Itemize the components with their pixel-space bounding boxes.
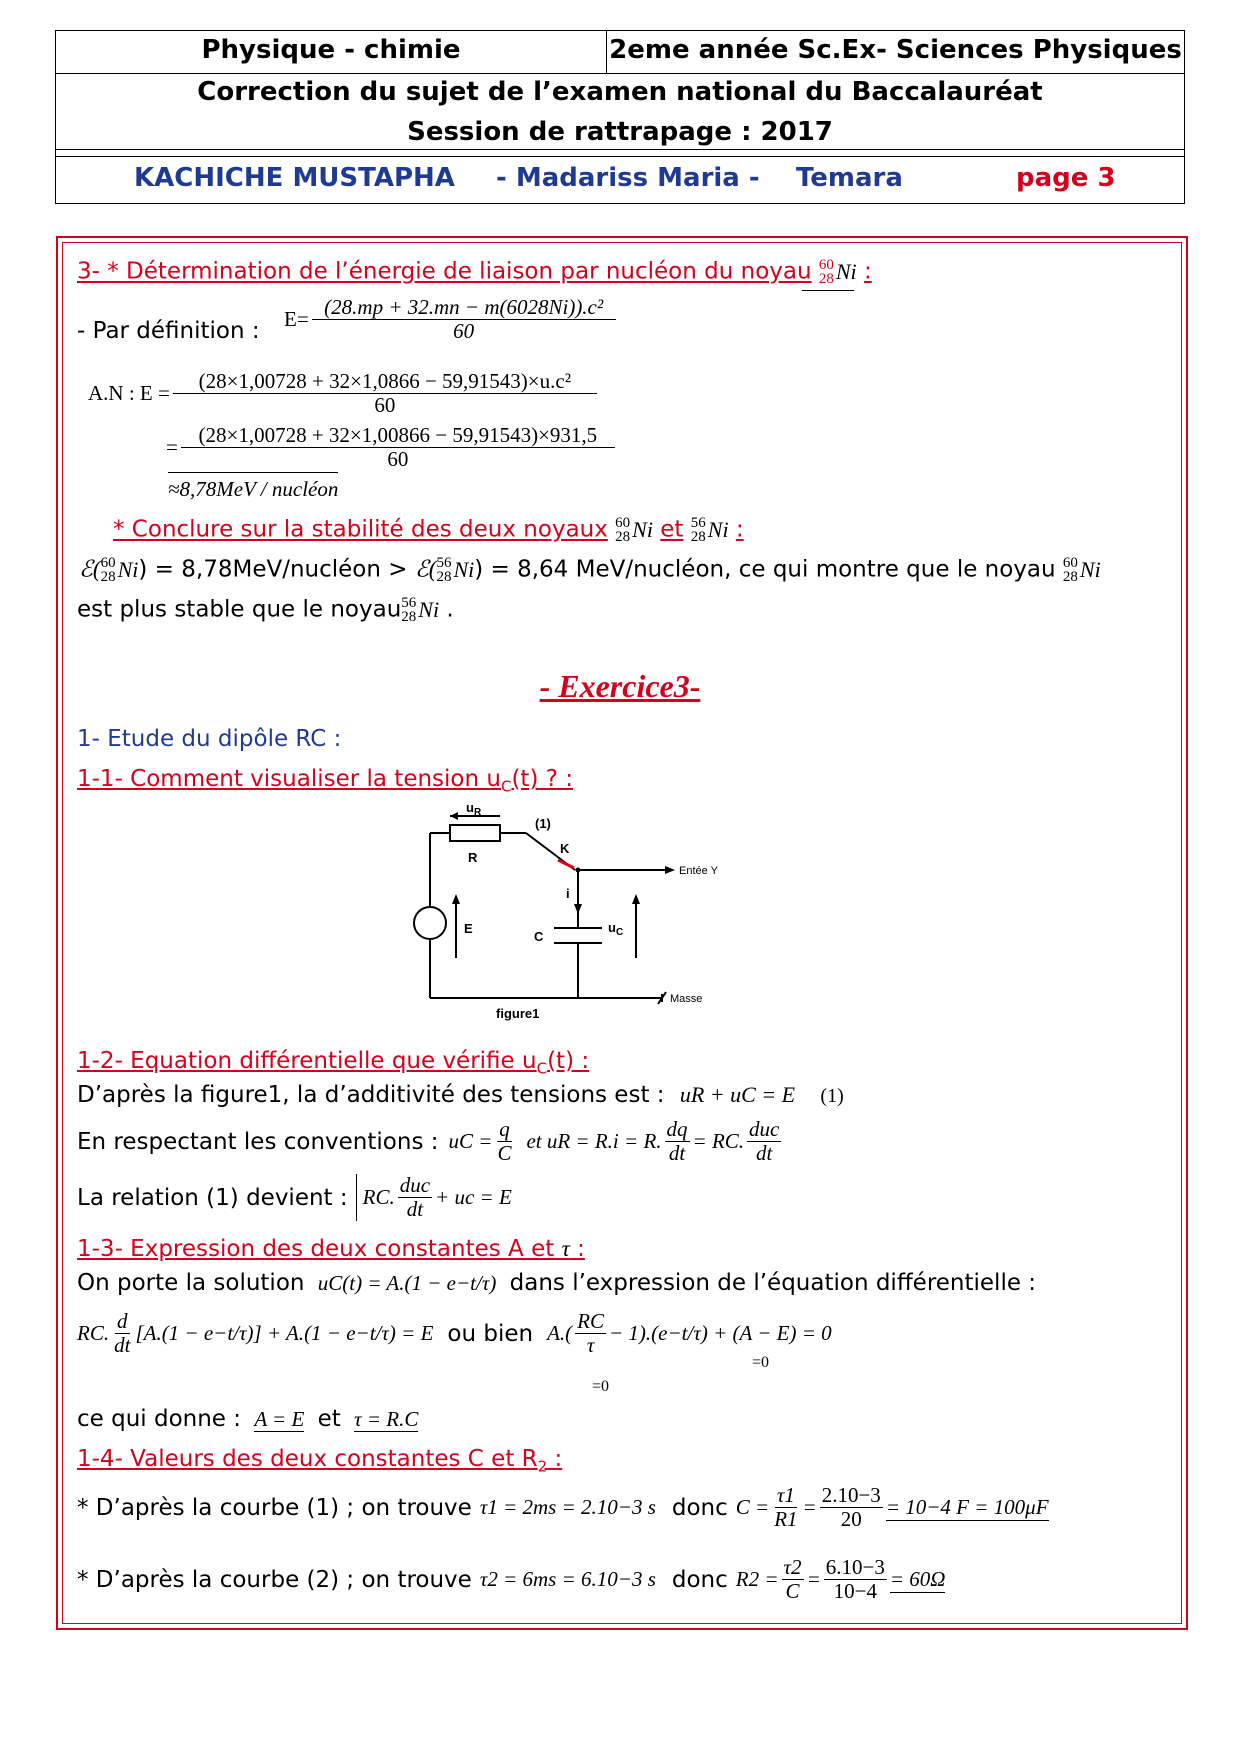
definition-label: - Par définition : xyxy=(77,318,260,344)
resistor xyxy=(450,825,500,841)
ni60-nuclide: 60 28 Ni xyxy=(818,257,857,287)
city-name: Temara xyxy=(796,163,903,193)
label-uC: $u_C$ xyxy=(608,920,624,938)
additivity-line: D’après la figure1, la d’additivité des tensions est : uR + uC = E (1) xyxy=(77,1082,844,1108)
underbrace-zero-1: =0 xyxy=(592,1378,610,1395)
label-switch-pos: (1) xyxy=(535,816,551,831)
curve2-line: * D’après la courbe (2) ; on trouve τ2 = 6ms = 6.10−3 s donc R2 = $\frac{\tau 2}{C}$ = $\frac{6.10-3}{10-4}$ = 60Ω xyxy=(77,1555,946,1604)
relation-line: La relation (1) devient : RC. $\frac{\text{duc}}{dt}$ + uc = E xyxy=(77,1173,512,1222)
exercise3-title: - Exercice3- xyxy=(539,668,701,704)
q1-heading: 1- Etude du dipôle RC : xyxy=(77,726,342,752)
q14-heading: 1-4- Valeurs des deux constantes C et $R_2$ : xyxy=(77,1446,563,1476)
label-C: C xyxy=(534,929,544,944)
school-name: - Madariss Maria - xyxy=(496,163,760,193)
underbrace-zero-2: =0 xyxy=(752,1354,770,1371)
label-E: E xyxy=(464,921,473,936)
label-K: K xyxy=(560,841,570,856)
title-line2: Session de rattrapage : 2017 xyxy=(407,117,833,147)
compare-line: ℰ( 60 28 Ni ) = 8,78MeV/nucléon > ℰ( 56 28 Ni ) = 8,64 MeV/nucléon, ce qui montre que le noyau 60 28 Ni xyxy=(79,555,1101,585)
curve1-line: * D’après la courbe (1) ; on trouve τ1 = 2ms = 2.10−3 s donc C = $\frac{\tau 1}{R1}$ = $\frac{2.10-3}{20}$ = 10−4 F = 100μF xyxy=(77,1483,1049,1532)
stability-line: est plus stable que le noyau 56 28 Ni . xyxy=(77,595,454,625)
q13-heading: 1-3- Expression des deux constantes A et τ : xyxy=(77,1236,585,1262)
q11-heading: 1-1- Comment visualiser la tension $u_C(t)$ ? : xyxy=(77,766,573,796)
diff-eq-line: RC. $\frac{d}{dt}$ [A.(1 − e−t/τ)] + A.(1 − e−t/τ) = E ou bien A.( $\frac{RC}{\tau}$ − 1).(e−t/τ) + (A − E) = 0 xyxy=(77,1309,832,1358)
conclude-heading: * Conclure sur la stabilité des deux noyaux 60 28 Ni et 56 28 Ni : xyxy=(113,515,744,545)
label-R: R xyxy=(468,850,478,865)
definition-formula: E= $\frac{\text{(28.mp + 32.mn − m(6028Ni)).c²}}{60}$ xyxy=(284,296,619,343)
label-i: i xyxy=(566,886,570,901)
an-result: ≈8,78MeV / nucléon xyxy=(168,472,338,502)
label-masse: Masse xyxy=(670,993,703,1005)
page-number: page 3 xyxy=(1016,163,1116,193)
an-formula-2: = $\frac{(28\times 1,00728 + 32\times 1,00866 - 59,91543)\times 931,5}{60}$ xyxy=(166,424,618,471)
subject-label: Physique - chimie xyxy=(201,35,461,65)
conventions-line: En respectant les conventions : uC = $\frac{q}{C}$ et uR = R.i = R. $\frac{dq}{dt}$ = RC. $\frac{\text{duc}}{dt}$ xyxy=(77,1117,780,1166)
an-formula-1: A.N : E = $\frac{\text{(28×1,00728 + 32×1,0866 − 59,91543)×u.c²}}{60}$ xyxy=(88,370,600,417)
label-uR: $u_R$ xyxy=(466,800,482,818)
q12-heading: 1-2- Equation différentielle que vérifie $u_C(t)$ : xyxy=(77,1048,590,1078)
substitute-line: On porte la solution uC(t) = A.(1 − e−t/τ) dans l’expression de l’équation différentielle : xyxy=(77,1270,1037,1296)
figure-caption: figure1 xyxy=(496,1006,540,1021)
section3-heading: 3- * Détermination de l’énergie de liaison par nucléon du noyau 60 28 Ni : xyxy=(77,257,872,287)
rc-circuit-figure xyxy=(400,800,730,1021)
header-table xyxy=(55,30,1185,204)
level-label: 2eme année Sc.Ex- Sciences Physiques xyxy=(609,35,1182,65)
author-name: KACHICHE MUSTAPHA xyxy=(134,163,455,193)
result-line: ce qui donne : A = E et τ = R.C xyxy=(77,1406,419,1432)
label-entree-y: Entée Y xyxy=(679,865,718,877)
title-line1: Correction du sujet de l’examen national du Baccalauréat xyxy=(197,77,1043,107)
